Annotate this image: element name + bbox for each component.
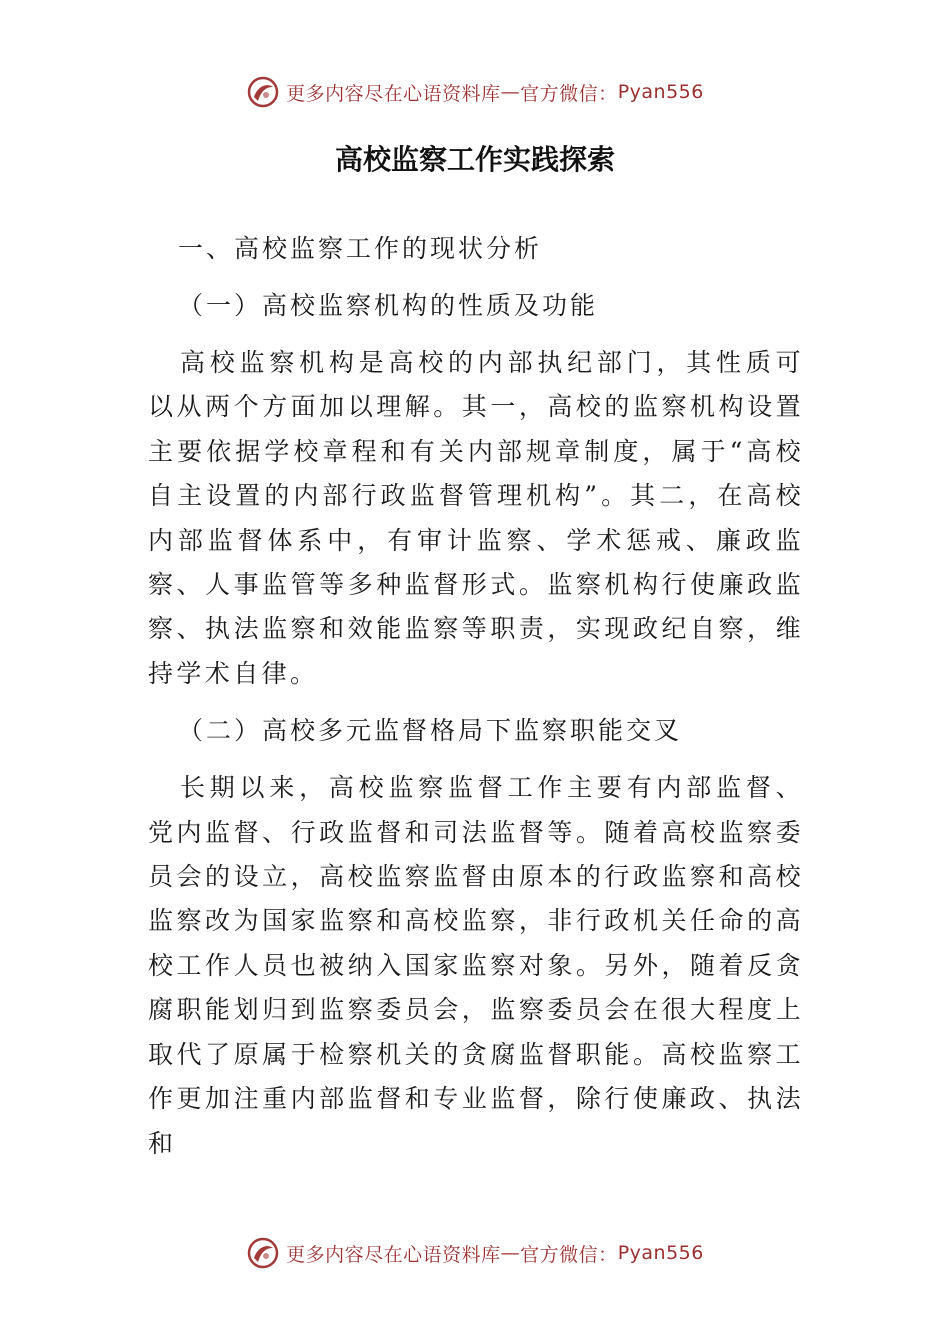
document-title: 高校监察工作实践探索 [334,143,615,176]
document-body [148,227,804,1179]
section-heading-1: 一、高校监察工作的现状分析 [178,234,543,263]
banner-wechat-label: 官方微信： [520,82,618,105]
banner-text: 更多内容尽在心语资料库 [286,82,501,105]
paragraph-1: 高校监察机构是高校的内部执纪部门，其性质可以从两个方面加以理解。其一，高校的监察机构设置主要依据学校章程和有关内部规章制度，属于“高校自主设置的内部行政监督管理机构”。其二，在高校内部监督体系中，有审计监察、学术惩戒、廉政监察、人事监管等多种监督形式。监察机构行使廉政监察、执法监察和效能监察等职责，实现政纪自察，维持学术自律。 [148,348,804,688]
banner-wechat-label: 官方微信： [520,1243,618,1266]
banner-dash: — [500,1242,521,1264]
subsection-heading-1: （一）高校监察机构的性质及功能 [178,291,599,320]
logo-icon [246,75,280,109]
banner-wechat-id: Pyan556 [617,81,704,103]
header-watermark-banner [0,72,950,112]
logo-icon [246,1236,280,1270]
footer-watermark-banner [0,1233,950,1273]
banner-wechat-id: Pyan556 [617,1242,704,1264]
banner-text: 更多内容尽在心语资料库 [286,1243,501,1266]
subsection-heading-2: （二）高校多元监督格局下监察职能交叉 [178,716,683,746]
paragraph-2: 长期以来，高校监察监督工作主要有内部监督、党内监督、行政监督和司法监督等。随着高校监察委员会的设立，高校监察监督由原本的行政监察和高校监察改为国家监察和高校监察，非行政机关任命的高校工作人员也被纳入国家监察对象。另外，随着反贪腐职能划归到监察委员会，监察委员会在很大程度上取代了原属于检察机关的贪腐监督职能。高校监察工作更加注重内部监督和专业监督，除行使廉政、执法和 [148,773,804,1158]
banner-dash: — [500,81,521,103]
